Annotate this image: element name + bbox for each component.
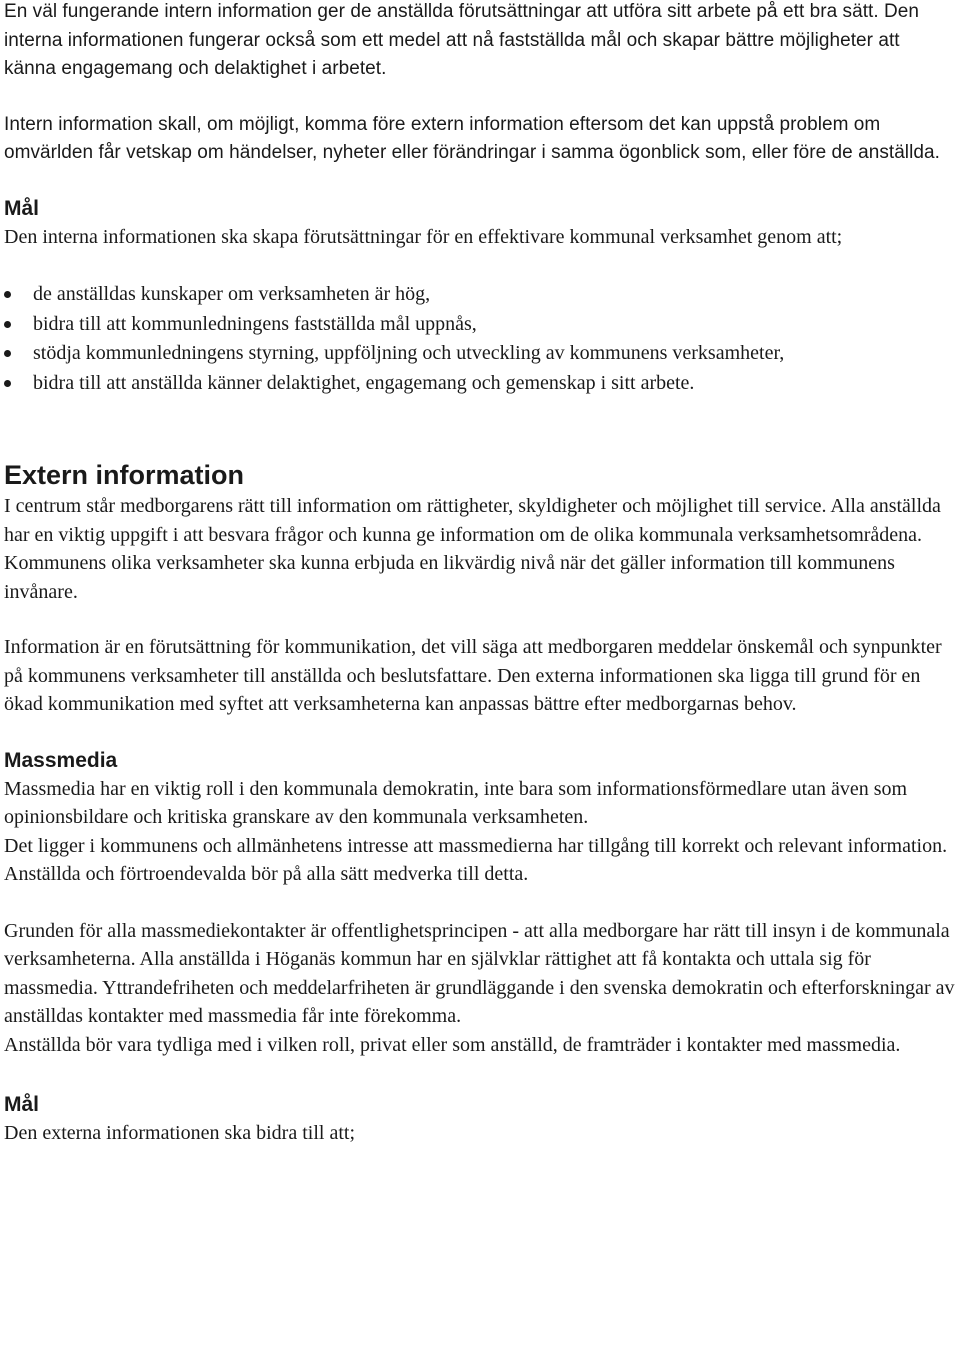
massmedia-paragraph-4: Anställda bör vara tydliga med i vilken roll, privat eller som anställd, de framträder i kontakter med massmedia. — [4, 1033, 901, 1056]
document-page — [4, 0, 956, 1148]
intern-paragraph-1: En väl fungerande intern information ger de anställda förutsättningar att utföra sitt arbete på ett bra sätt. Den interna informationen fungerar också som ett medel att nå fastställda mål och skapar bättre möjligheter att känna engagemang och delaktighet i arbetet. — [4, 1, 920, 79]
extern-paragraph-1: I centrum står medborgarens rätt till information om rättigheter, skyldigheter och möjlighet till service. Alla anställda har en viktig uppgift i att besvara frågor och kunna ge information om de olika kommunala verksamhetsområdena. Kommunens olika verksamheter ska kunna erbjuda en likvärdig nivå när det gäller information till kommunens invånare. — [4, 495, 941, 603]
massmedia-paragraph-2: Det ligger i kommunens och allmänhetens intresse att massmedierna har tillgång till korrekt och relevant information. Anställda och förtroendevalda bör på alla sätt medverka till detta. — [4, 834, 948, 885]
list-item: stödja kommunledningens styrning, uppföljning och utveckling av kommunens verksamheter, — [4, 339, 956, 369]
intern-goal-intro: Den interna informationen ska skapa förutsättningar för en effektivare kommunal verksamhet genom att; — [4, 225, 843, 248]
intern-goal-list — [4, 280, 956, 398]
list-item: de anställdas kunskaper om verksamheten är hög, — [4, 280, 956, 310]
intern-goal-heading: Mål — [4, 196, 40, 220]
massmedia-paragraph-1: Massmedia har en viktig roll i den kommunala demokratin, inte bara som informationsförmedlare utan även som opinionsbildare och kritiska granskare av den kommunala verksamheten. — [4, 777, 908, 828]
massmedia-paragraph-3: Grunden för alla massmediekontakter är offentlighetsprincipen - att alla medborgare har rätt till insyn i de kommunala verksamheterna. Alla anställda i Höganäs kommun har en självklar rättighet att få kontakta och uttala sig för massmedia. Yttrandefriheten och meddelarfriheten är grundläggande i den svenska demokratin och efterforskningar av anställdas kontakter med massmedia får inte förekomma. — [4, 919, 955, 1027]
list-item: bidra till att kommunledningens fastställda mål uppnås, — [4, 310, 956, 340]
list-item: bidra till att anställda känner delaktighet, engagemang och gemenskap i sitt arbete. — [4, 369, 956, 399]
intern-paragraph-2: Intern information skall, om möjligt, komma före extern information eftersom det kan uppstå problem om omvärlden får vetskap om händelser, nyheter eller förändringar i samma ögonblick som, eller före de anställda. — [4, 113, 940, 163]
extern-paragraph-2: Information är en förutsättning för kommunikation, det vill säga att medborgaren meddelar önskemål och synpunkter på kommunens verksamheter till anställda och beslutsfattare. Den externa informationen ska ligga till grund för en ökad kommunikation med syftet att verksamheterna kan anpassas bättre efter medborgarnas behov. — [4, 636, 942, 715]
massmedia-goal-heading: Mål — [4, 1093, 40, 1116]
extern-heading: Extern information — [4, 460, 245, 490]
massmedia-goal-intro: Den externa informationen ska bidra till att; — [4, 1122, 355, 1144]
massmedia-heading: Massmedia — [4, 748, 118, 772]
